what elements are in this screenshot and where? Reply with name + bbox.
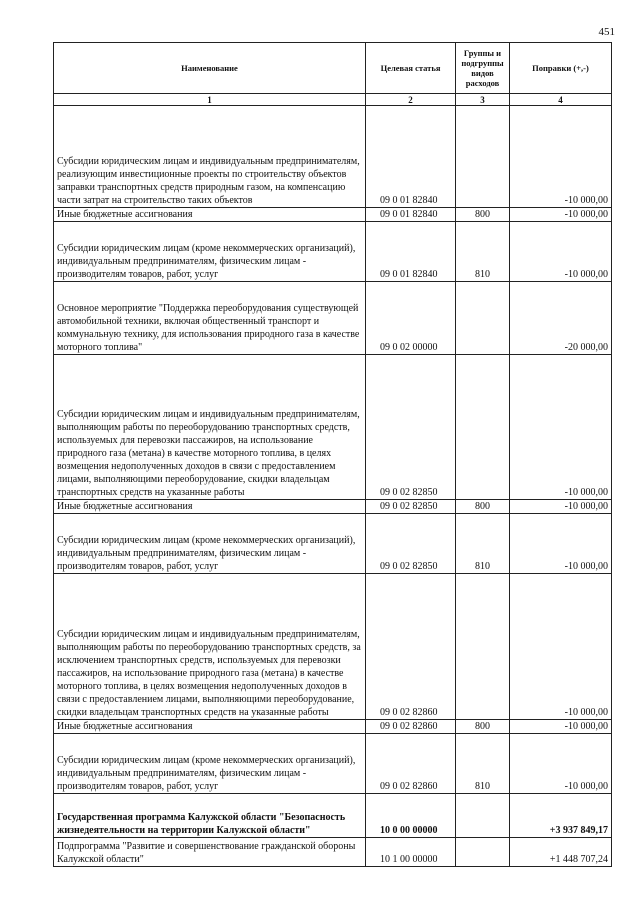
row-code: 09 0 02 82850: [366, 514, 456, 574]
row-amount: -10 000,00: [510, 208, 612, 222]
row-amount: -20 000,00: [510, 282, 612, 355]
table-row: [54, 574, 612, 720]
row-group: 800: [456, 720, 510, 734]
row-code: 10 1 00 00000: [366, 838, 456, 867]
row-name: Субсидии юридическим лицам и индивидуальным предпринимателям, выполняющим работы по переоборудованию транспортных средств, используемых для перевозки пассажиров, на использование природного газа (метана) в качестве моторного топлива, в целях возмещения недополученных доходов в связи с предоставлением лицами, выполняющими переоборудование, скидки владельцам транспортных средств на указанные работы: [54, 355, 366, 500]
col-number: 4: [510, 94, 612, 106]
col-number: 3: [456, 94, 510, 106]
row-group: 800: [456, 500, 510, 514]
col-number: 1: [54, 94, 366, 106]
table-row: [54, 734, 612, 794]
row-amount: -10 000,00: [510, 355, 612, 500]
row-name: Субсидии юридическим лицам и индивидуальным предпринимателям, выполняющим работы по переоборудованию транспортных средств, за исключением транспортных средств, используемых для перевозки пассажиров, на использование природного газа (метана) в качестве моторного топлива, в целях возмещения недополученных доходов в связи с предоставлением лицами, выполняющими переоборудование, скидки владельцам транспортных средств на указанные работы: [54, 574, 366, 720]
row-code: 09 0 01 82840: [366, 222, 456, 282]
budget-table: [53, 42, 612, 867]
header-target-article: Целевая статья: [366, 43, 456, 94]
row-code: 09 0 02 82850: [366, 355, 456, 500]
row-amount: +1 448 707,24: [510, 838, 612, 867]
table-row: [54, 282, 612, 355]
row-amount: -10 000,00: [510, 574, 612, 720]
row-name: Иные бюджетные ассигнования: [54, 208, 366, 222]
table-row: [54, 794, 612, 838]
table-row: [54, 514, 612, 574]
header-amendments: Поправки (+,-): [510, 43, 612, 94]
table-row: [54, 720, 612, 734]
row-amount: -10 000,00: [510, 500, 612, 514]
row-amount: -10 000,00: [510, 106, 612, 208]
header-expense-groups: Группы и подгруппы видов расходов: [456, 43, 510, 94]
row-group: [456, 794, 510, 838]
row-name: Подпрограмма "Развитие и совершенствование гражданской обороны Калужской области": [54, 838, 366, 867]
column-number-row: [54, 94, 612, 106]
row-code: 09 0 02 00000: [366, 282, 456, 355]
row-code: 09 0 01 82840: [366, 208, 456, 222]
row-group: 810: [456, 734, 510, 794]
row-group: [456, 838, 510, 867]
row-amount: +3 937 849,17: [510, 794, 612, 838]
row-group: [456, 355, 510, 500]
row-name: Государственная программа Калужской области "Безопасность жизнедеятельности на территории Калужской области": [54, 794, 366, 838]
row-code: 09 0 02 82860: [366, 720, 456, 734]
row-amount: -10 000,00: [510, 514, 612, 574]
row-code: 10 0 00 00000: [366, 794, 456, 838]
row-name: Субсидии юридическим лицам (кроме некоммерческих организаций), индивидуальным предпринимателям, физическим лицам - производителям товаров, работ, услуг: [54, 222, 366, 282]
row-group: 800: [456, 208, 510, 222]
table-row: [54, 500, 612, 514]
row-code: 09 0 01 82840: [366, 106, 456, 208]
row-name: Субсидии юридическим лицам (кроме некоммерческих организаций), индивидуальным предпринимателям, физическим лицам - производителям товаров, работ, услуг: [54, 734, 366, 794]
row-name: Основное мероприятие "Поддержка переоборудования существующей автомобильной техники, включая общественный транспорт и коммунальную технику, для использования природного газа в качестве моторного топлива": [54, 282, 366, 355]
row-code: 09 0 02 82860: [366, 574, 456, 720]
row-group: [456, 574, 510, 720]
row-code: 09 0 02 82860: [366, 734, 456, 794]
header-row: [54, 43, 612, 94]
row-amount: -10 000,00: [510, 720, 612, 734]
col-number: 2: [366, 94, 456, 106]
table-row: [54, 222, 612, 282]
row-group: [456, 106, 510, 208]
page-number: 451: [598, 26, 615, 38]
row-group: [456, 282, 510, 355]
row-name: Субсидии юридическим лицам (кроме некоммерческих организаций), индивидуальным предпринимателям, физическим лицам - производителям товаров, работ, услуг: [54, 514, 366, 574]
row-group: 810: [456, 222, 510, 282]
row-amount: -10 000,00: [510, 734, 612, 794]
row-name: Субсидии юридическим лицам и индивидуальным предпринимателям, реализующим инвестиционные проекты по строительству объектов заправки транспортных средств природным газом, на компенсацию части затрат на строительство таких объектов: [54, 106, 366, 208]
header-name: Наименование: [54, 43, 366, 94]
table-row: [54, 355, 612, 500]
table-row: [54, 208, 612, 222]
row-amount: -10 000,00: [510, 222, 612, 282]
row-code: 09 0 02 82850: [366, 500, 456, 514]
row-group: 810: [456, 514, 510, 574]
row-name: Иные бюджетные ассигнования: [54, 720, 366, 734]
table-row: [54, 838, 612, 867]
table-row: [54, 106, 612, 208]
row-name: Иные бюджетные ассигнования: [54, 500, 366, 514]
